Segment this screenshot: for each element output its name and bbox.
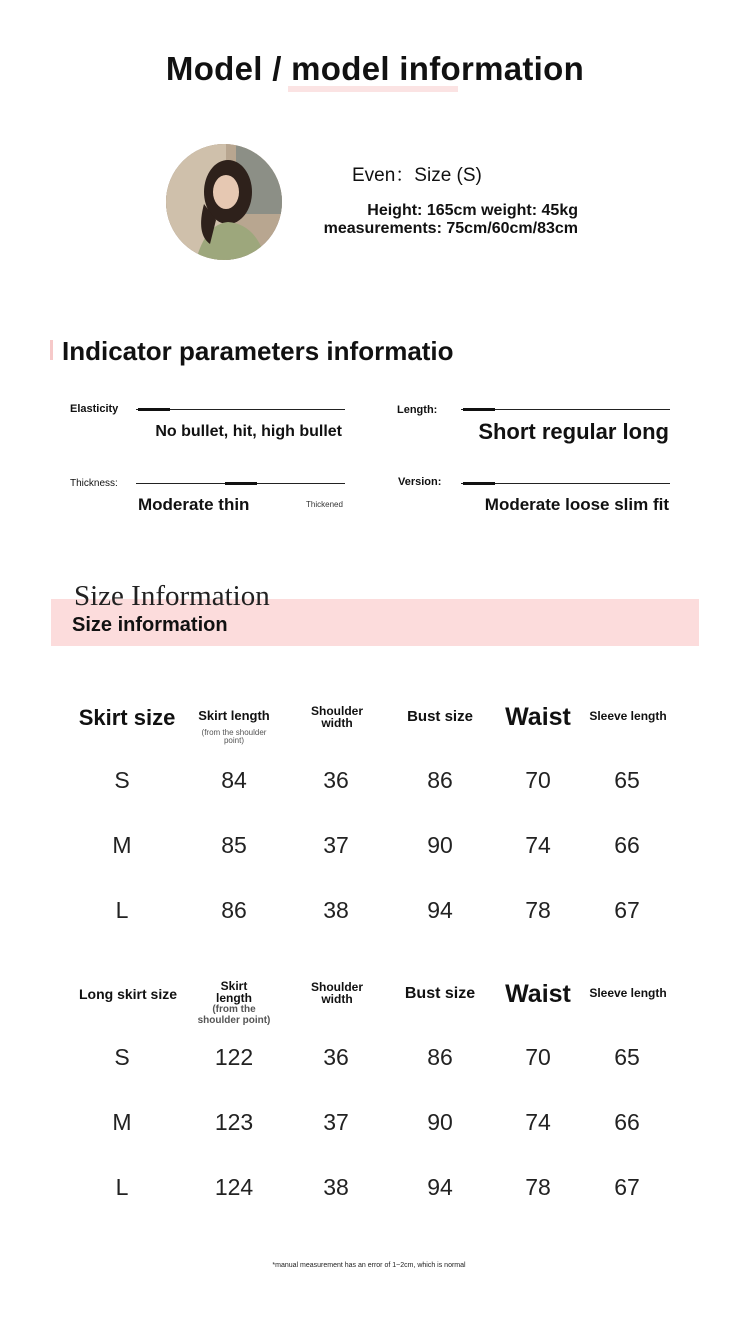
skirt-table-cell: 85 xyxy=(221,832,247,858)
header-long-shoulder-width: Shoulder width xyxy=(310,980,363,1006)
header-long-skirt-size: Long skirt size xyxy=(78,986,178,1002)
model-photo xyxy=(166,144,282,260)
elasticity-scale: No bullet, hit, high bullet xyxy=(155,423,342,440)
header-long-sleeve-length: Sleeve length xyxy=(589,986,667,1000)
header-bust-size: Bust size xyxy=(407,708,473,725)
header-shoulder-width: Shoulder width xyxy=(310,704,363,730)
header-skirt-length-label: Skirt length xyxy=(198,708,270,723)
size-info-subheading: Size information xyxy=(72,614,228,636)
long-table-cell: 70 xyxy=(525,1044,551,1070)
skirt-table-cell: L xyxy=(115,897,129,923)
skirt-table-cell: S xyxy=(114,767,130,793)
long-table-cell: 66 xyxy=(614,1109,640,1135)
length-indicator xyxy=(463,408,495,411)
skirt-table-cell: 66 xyxy=(614,832,640,858)
long-table-cell: 65 xyxy=(614,1044,640,1070)
version-indicator xyxy=(463,482,495,485)
long-table-cell: 124 xyxy=(214,1174,254,1200)
thickness-extra: Thickened xyxy=(306,500,343,509)
skirt-table-cell: M xyxy=(112,832,132,858)
skirt-table-cell: 74 xyxy=(525,832,551,858)
skirt-table-cell: 86 xyxy=(221,897,247,923)
long-table-cell: 37 xyxy=(323,1109,349,1135)
model-avatar xyxy=(166,144,282,260)
long-table-cell: 86 xyxy=(427,1044,453,1070)
long-table-cell: 122 xyxy=(214,1044,254,1070)
page-title: Model / model information xyxy=(165,50,585,87)
model-name-size: Even：Size (S) xyxy=(352,165,482,186)
long-table-cell: 38 xyxy=(323,1174,349,1200)
header-sleeve-length: Sleeve length xyxy=(589,709,667,723)
skirt-table-cell: 36 xyxy=(323,767,349,793)
version-scale: Moderate loose slim fit xyxy=(484,495,669,514)
long-table-cell: 90 xyxy=(427,1109,453,1135)
long-table-cell: 78 xyxy=(525,1174,551,1200)
header-skirt-length xyxy=(196,708,272,745)
header-waist: Waist xyxy=(505,703,571,731)
length-label: Length: xyxy=(397,404,438,416)
skirt-table-cell: 70 xyxy=(525,767,551,793)
long-table-cell: 74 xyxy=(525,1109,551,1135)
thickness-indicator xyxy=(225,482,257,485)
skirt-table-cell: 38 xyxy=(323,897,349,923)
version-label: Version: xyxy=(398,476,442,488)
header-long-bust-size: Bust size xyxy=(404,985,476,1002)
header-long-skirt-length-label: Skirt length xyxy=(216,979,252,1005)
long-table-cell: S xyxy=(114,1044,130,1070)
skirt-table-cell: 37 xyxy=(323,832,349,858)
size-info-heading: Size Information xyxy=(74,580,270,612)
indicator-heading: Indicator parameters informatio xyxy=(62,336,454,366)
skirt-table-cell: 67 xyxy=(614,897,640,923)
elasticity-label: Elasticity xyxy=(70,403,119,415)
model-measurements: measurements: 75cm/60cm/83cm xyxy=(323,220,578,237)
header-long-waist: Waist xyxy=(505,980,571,1008)
long-table-cell: 123 xyxy=(214,1109,254,1135)
header-long-skirt-length xyxy=(194,980,274,1026)
header-skirt-size: Skirt size xyxy=(78,705,176,730)
elasticity-indicator xyxy=(138,408,170,411)
skirt-table-cell: 90 xyxy=(427,832,453,858)
skirt-table-cell: 78 xyxy=(525,897,551,923)
thickness-scale: Moderate thin xyxy=(138,495,250,514)
indicator-heading-accent xyxy=(50,340,53,360)
header-skirt-length-note: (from the shoulder point) xyxy=(201,728,267,745)
long-table-cell: 36 xyxy=(323,1044,349,1070)
header-long-skirt-length-note: (from the shoulder point) xyxy=(197,1004,271,1026)
thickness-label: Thickness: xyxy=(70,478,118,489)
skirt-table-cell: 84 xyxy=(221,767,247,793)
long-table-cell: L xyxy=(115,1174,129,1200)
long-table-cell: 67 xyxy=(614,1174,640,1200)
skirt-table-cell: 94 xyxy=(427,897,453,923)
model-height-weight: Height: 165cm weight: 45kg xyxy=(367,202,578,219)
measurement-footnote: *manual measurement has an error of 1~2cm, which is normal xyxy=(272,1262,466,1269)
skirt-table-cell: 86 xyxy=(427,767,453,793)
skirt-table-cell: 65 xyxy=(614,767,640,793)
long-table-cell: M xyxy=(112,1109,132,1135)
long-table-cell: 94 xyxy=(427,1174,453,1200)
length-scale: Short regular long xyxy=(478,419,669,444)
